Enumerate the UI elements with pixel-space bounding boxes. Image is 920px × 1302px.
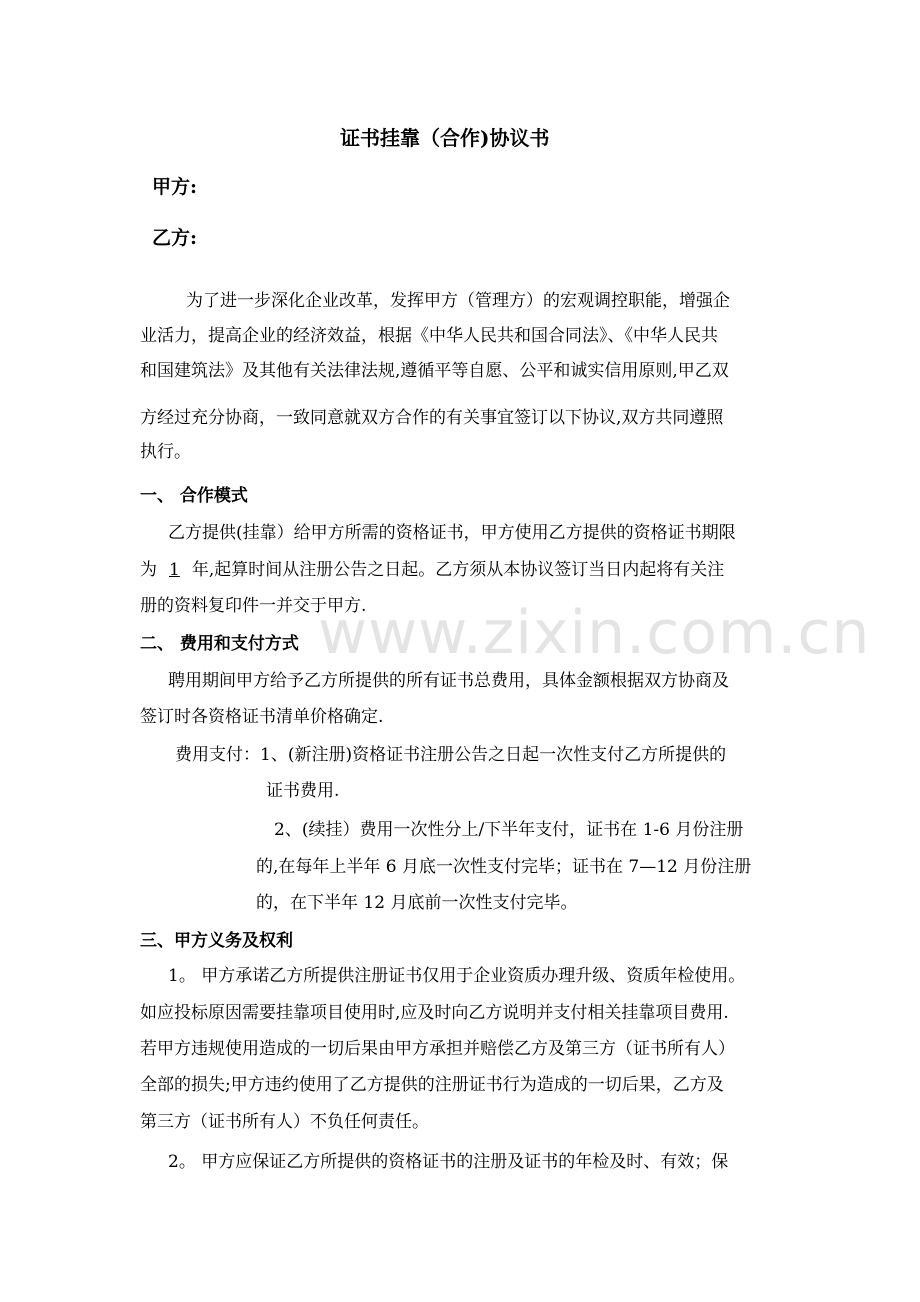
clause-2: 2。 甲方应保证乙方所提供的资格证书的注册及证书的年检及时、有效；保 [168,1152,729,1172]
section-line: 签订时各资格证书清单价格确定. [140,707,384,727]
intro-line: 执行。 [140,442,191,462]
payment-item-1: 费用支付：1、(新注册)资格证书注册公告之日起一次性支付乙方所提供的 [175,745,727,765]
clause-1-cont: 全部的损失;甲方违约使用了乙方提供的注册证书行为造成的一切后果，乙方及 [140,1075,724,1095]
term-suffix: 年,起算时间从注册公告之日起。乙方须从本协议签订当日内起将有关注 [191,560,725,580]
clause-1: 1。 甲方承诺乙方所提供注册证书仅用于企业资质办理升级、资质年检使用。 [168,966,746,986]
clause-1-cont: 如应投标原因需要挂靠项目使用时,应及时向乙方说明并支付相关挂靠项目费用. [140,1003,729,1023]
intro-line: 为了进一步深化企业改革，发挥甲方（管理方）的宏观调控职能，增强企 [186,291,730,311]
term-prefix: 为 [140,560,157,580]
payment-item-2-cont: 的，在下半年 12 月底前一次性支付完毕。 [256,893,578,913]
clause-1-cont: 第三方（证书所有人）不负任何责任。 [140,1112,429,1132]
intro-line: 和国建筑法》及其他有关法律法规,遵循平等自愿、公平和诚实信用原则,甲乙双 [140,361,729,381]
watermark: www.zixin.com.cn [318,598,871,668]
section-line: 聘用期间甲方给予乙方所提供的所有证书总费用，具体金额根据双方协商及 [168,671,729,691]
intro-line: 方经过充分协商，一致同意就双方合作的有关事宜签订以下协议,双方共同遵照 [140,408,724,428]
party-b-label: 乙方: [152,227,198,249]
section-line: 册的资料复印件一并交于甲方. [140,596,367,616]
section-heading-cooperation: 一、 合作模式 [140,486,248,506]
payment-item-2: 2、(续挂）费用一次性分上/下半年支付，证书在 1-6 月份注册 [274,820,744,840]
document-title: 证书挂靠（合作)协议书 [340,126,550,150]
term-years-blank: 1 [169,560,180,580]
payment-item-2-cont: 的,在每年上半年 6 月底一次性支付完毕；证书在 7—12 月份注册 [256,857,752,877]
section-line [140,558,724,582]
intro-line: 业活力，提高企业的经济效益，根据《中华人民共和国合同法》、《中华人民共 [140,326,718,346]
section-heading-fees: 二、 费用和支付方式 [140,634,299,654]
payment-item-1-cont: 证书费用. [266,781,340,801]
party-a-label: 甲方: [152,176,198,198]
section-line: 乙方提供(挂靠）给甲方所需的资格证书，甲方使用乙方提供的资格证书期限 [168,523,736,543]
section-heading-party-a-obligations: 三、甲方义务及权利 [140,931,293,951]
clause-1-cont: 若甲方违规使用造成的一切后果由甲方承担并赔偿乙方及第三方（证书所有人） [140,1039,735,1059]
